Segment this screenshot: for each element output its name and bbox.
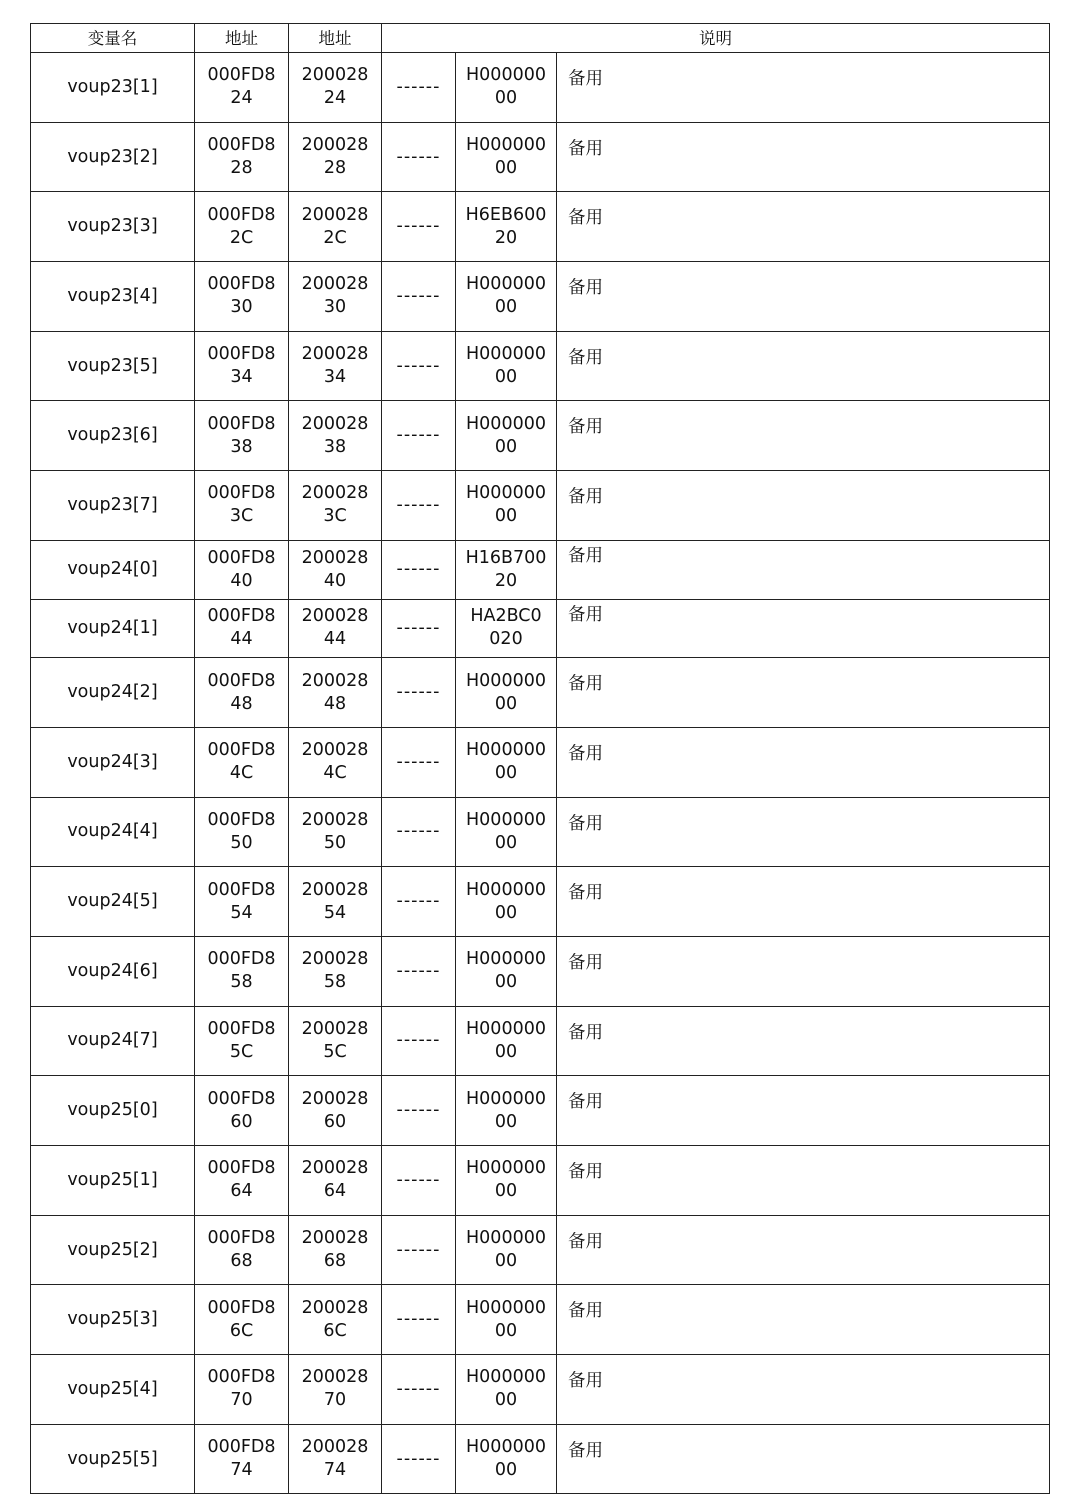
value-line-1: H000000 xyxy=(466,1158,546,1179)
value-cell xyxy=(456,1215,557,1285)
description-cell: 备用 xyxy=(557,867,1050,937)
value-cell xyxy=(456,192,557,262)
value-line-2: 00 xyxy=(494,436,518,457)
value-cell xyxy=(456,471,557,541)
address-2-line-1: 200028 xyxy=(301,809,369,830)
address-2-line-2: 68 xyxy=(323,1251,347,1272)
table-row xyxy=(31,1215,1050,1285)
address-1-line-2: 50 xyxy=(230,832,253,853)
placeholder-dash-cell: ------ xyxy=(382,936,456,1006)
value-line-2: 00 xyxy=(494,367,518,388)
value-cell xyxy=(456,1285,557,1355)
address-1-line-2: 28 xyxy=(230,158,253,179)
variable-name-cell: voup24[6] xyxy=(31,936,195,1006)
placeholder-dash-cell: ------ xyxy=(382,599,456,658)
variable-name-cell: voup24[5] xyxy=(31,867,195,937)
address-2-cell xyxy=(289,192,382,262)
value-line-2: 00 xyxy=(494,88,518,109)
table-row xyxy=(31,867,1050,937)
address-2-cell xyxy=(289,1424,382,1494)
variable-name-cell: voup23[6] xyxy=(31,401,195,471)
address-2-line-2: 34 xyxy=(323,367,347,388)
table-row xyxy=(31,936,1050,1006)
address-2-cell xyxy=(289,797,382,867)
address-1-cell xyxy=(195,1355,289,1425)
description-cell: 备用 xyxy=(557,262,1050,332)
address-1-cell xyxy=(195,401,289,471)
value-line-2: 00 xyxy=(494,1460,518,1481)
value-line-1: H000000 xyxy=(466,1297,546,1318)
value-line-2: 00 xyxy=(494,832,518,853)
description-cell: 备用 xyxy=(557,936,1050,1006)
description-cell: 备用 xyxy=(557,401,1050,471)
address-1-line-2: 4C xyxy=(229,763,254,784)
address-2-line-1: 200028 xyxy=(301,1018,369,1039)
value-line-1: H000000 xyxy=(466,1228,546,1249)
address-2-line-1: 200028 xyxy=(301,949,369,970)
address-2-line-2: 4C xyxy=(323,763,347,784)
address-1-line-2: 48 xyxy=(230,693,253,714)
address-2-cell xyxy=(289,122,382,192)
table-row xyxy=(31,53,1050,123)
address-2-line-1: 200028 xyxy=(301,1437,369,1458)
value-line-2: 00 xyxy=(494,902,518,923)
table-row xyxy=(31,1355,1050,1425)
table-row xyxy=(31,797,1050,867)
description-cell: 备用 xyxy=(557,1076,1050,1146)
value-cell xyxy=(456,331,557,401)
value-cell xyxy=(456,53,557,123)
address-1-line-1: 000FD8 xyxy=(207,274,276,295)
address-2-cell xyxy=(289,936,382,1006)
address-2-line-1: 200028 xyxy=(301,344,369,365)
variable-name-cell: voup24[3] xyxy=(31,727,195,797)
address-2-line-1: 200028 xyxy=(301,1158,369,1179)
variable-name-cell: voup23[5] xyxy=(31,331,195,401)
placeholder-dash-cell: ------ xyxy=(382,471,456,541)
address-1-line-1: 000FD8 xyxy=(207,1437,276,1458)
table-row xyxy=(31,401,1050,471)
address-2-line-2: 2C xyxy=(323,227,347,248)
value-line-2: 00 xyxy=(494,1111,518,1132)
placeholder-dash-cell: ------ xyxy=(382,1006,456,1076)
address-2-line-1: 200028 xyxy=(301,606,369,627)
value-line-1: H000000 xyxy=(466,1437,546,1458)
description-cell: 备用 xyxy=(557,122,1050,192)
value-line-1: H000000 xyxy=(466,274,546,295)
address-1-line-2: 38 xyxy=(230,436,253,457)
value-cell xyxy=(456,658,557,728)
address-2-cell xyxy=(289,1285,382,1355)
address-2-line-1: 200028 xyxy=(301,204,369,225)
description-cell: 备用 xyxy=(557,727,1050,797)
table-row xyxy=(31,1006,1050,1076)
value-line-2: 00 xyxy=(494,972,518,993)
description-cell: 备用 xyxy=(557,540,1050,599)
table-body xyxy=(31,53,1050,1494)
address-2-line-1: 200028 xyxy=(301,1367,369,1388)
description-cell: 备用 xyxy=(557,1424,1050,1494)
address-2-line-2: 3C xyxy=(323,506,347,527)
placeholder-dash-cell: ------ xyxy=(382,1424,456,1494)
variable-name-cell: voup23[1] xyxy=(31,53,195,123)
address-2-line-2: 24 xyxy=(323,88,347,109)
address-2-cell xyxy=(289,599,382,658)
value-line-1: H000000 xyxy=(466,413,546,434)
description-cell: 备用 xyxy=(557,192,1050,262)
address-1-line-1: 000FD8 xyxy=(207,1088,276,1109)
value-line-1: H000000 xyxy=(466,1367,546,1388)
value-cell xyxy=(456,1006,557,1076)
table-row xyxy=(31,1424,1050,1494)
value-cell xyxy=(456,936,557,1006)
value-line-2: 00 xyxy=(494,763,518,784)
address-1-cell xyxy=(195,1146,289,1216)
description-cell: 备用 xyxy=(557,599,1050,658)
table-row xyxy=(31,262,1050,332)
description-cell: 备用 xyxy=(557,1006,1050,1076)
address-1-line-2: 30 xyxy=(230,297,253,318)
value-line-1: H000000 xyxy=(466,483,546,504)
address-1-line-1: 000FD8 xyxy=(207,204,276,225)
address-2-line-2: 58 xyxy=(323,972,347,993)
value-cell xyxy=(456,1146,557,1216)
value-cell xyxy=(456,401,557,471)
address-2-cell xyxy=(289,53,382,123)
placeholder-dash-cell: ------ xyxy=(382,1285,456,1355)
placeholder-dash-cell: ------ xyxy=(382,262,456,332)
value-line-1: H000000 xyxy=(466,879,546,900)
variable-name-cell: voup24[7] xyxy=(31,1006,195,1076)
placeholder-dash-cell: ------ xyxy=(382,122,456,192)
address-1-line-1: 000FD8 xyxy=(207,547,276,568)
address-2-cell xyxy=(289,1006,382,1076)
address-1-cell xyxy=(195,1424,289,1494)
address-1-cell xyxy=(195,727,289,797)
variable-name-cell: voup23[2] xyxy=(31,122,195,192)
address-2-line-1: 200028 xyxy=(301,547,369,568)
value-cell xyxy=(456,262,557,332)
variable-name-cell: voup25[2] xyxy=(31,1215,195,1285)
value-line-1: H000000 xyxy=(466,1088,546,1109)
address-2-line-1: 200028 xyxy=(301,1228,369,1249)
placeholder-dash-cell: ------ xyxy=(382,540,456,599)
address-2-line-2: 44 xyxy=(323,629,347,650)
address-1-line-2: 24 xyxy=(230,88,253,109)
address-2-line-1: 200028 xyxy=(301,65,369,86)
address-2-cell xyxy=(289,471,382,541)
address-2-line-2: 6C xyxy=(323,1320,347,1341)
address-2-line-2: 64 xyxy=(323,1181,347,1202)
header-variable-name: 变量名 xyxy=(31,24,195,53)
header-address-2: 地址 xyxy=(289,24,382,53)
value-line-2: 00 xyxy=(494,1320,518,1341)
value-line-1: HA2BC0 xyxy=(470,606,542,627)
address-1-cell xyxy=(195,936,289,1006)
variable-name-cell: voup25[0] xyxy=(31,1076,195,1146)
placeholder-dash-cell: ------ xyxy=(382,1076,456,1146)
table-row xyxy=(31,599,1050,658)
value-line-2: 00 xyxy=(494,1251,518,1272)
description-cell: 备用 xyxy=(557,1355,1050,1425)
table-row xyxy=(31,658,1050,728)
address-1-line-2: 68 xyxy=(230,1251,253,1272)
address-1-line-1: 000FD8 xyxy=(207,1018,276,1039)
variable-name-cell: voup25[3] xyxy=(31,1285,195,1355)
address-1-line-2: 3C xyxy=(229,506,254,527)
placeholder-dash-cell: ------ xyxy=(382,401,456,471)
value-line-1: H000000 xyxy=(466,135,546,156)
address-1-cell xyxy=(195,658,289,728)
value-line-1: H16B700 xyxy=(465,547,547,568)
description-cell: 备用 xyxy=(557,658,1050,728)
address-2-cell xyxy=(289,1355,382,1425)
address-1-line-1: 000FD8 xyxy=(207,135,276,156)
value-cell xyxy=(456,1076,557,1146)
value-line-2: 00 xyxy=(494,1041,518,1062)
description-cell: 备用 xyxy=(557,1285,1050,1355)
address-1-line-2: 64 xyxy=(230,1181,253,1202)
value-line-2: 00 xyxy=(494,693,518,714)
address-2-line-1: 200028 xyxy=(301,1297,369,1318)
address-2-line-2: 38 xyxy=(323,436,347,457)
address-1-cell xyxy=(195,53,289,123)
variable-name-cell: voup23[3] xyxy=(31,192,195,262)
table-row xyxy=(31,1146,1050,1216)
value-line-1: H000000 xyxy=(466,670,546,691)
value-cell xyxy=(456,797,557,867)
description-cell: 备用 xyxy=(557,1215,1050,1285)
value-cell xyxy=(456,867,557,937)
address-1-cell xyxy=(195,471,289,541)
address-1-cell xyxy=(195,867,289,937)
value-line-2: 00 xyxy=(494,1181,518,1202)
address-2-line-1: 200028 xyxy=(301,413,369,434)
address-1-line-2: 34 xyxy=(230,367,253,388)
variable-name-cell: voup25[1] xyxy=(31,1146,195,1216)
placeholder-dash-cell: ------ xyxy=(382,192,456,262)
variable-name-cell: voup24[2] xyxy=(31,658,195,728)
header-description: 说明 xyxy=(382,24,1050,53)
address-1-line-2: 70 xyxy=(230,1390,253,1411)
address-2-line-1: 200028 xyxy=(301,483,369,504)
address-1-line-1: 000FD8 xyxy=(207,809,276,830)
description-cell: 备用 xyxy=(557,53,1050,123)
address-1-line-2: 5C xyxy=(229,1041,254,1062)
value-line-2: 00 xyxy=(494,1390,518,1411)
value-line-2: 20 xyxy=(494,570,518,591)
value-cell xyxy=(456,1355,557,1425)
address-2-line-1: 200028 xyxy=(301,879,369,900)
register-table xyxy=(30,23,1050,1494)
placeholder-dash-cell: ------ xyxy=(382,1146,456,1216)
placeholder-dash-cell: ------ xyxy=(382,797,456,867)
value-cell xyxy=(456,727,557,797)
value-line-2: 00 xyxy=(494,158,518,179)
table-row xyxy=(31,727,1050,797)
value-cell xyxy=(456,1424,557,1494)
address-2-cell xyxy=(289,727,382,797)
address-1-line-1: 000FD8 xyxy=(207,879,276,900)
value-line-1: H000000 xyxy=(466,740,546,761)
description-cell: 备用 xyxy=(557,797,1050,867)
placeholder-dash-cell: ------ xyxy=(382,727,456,797)
address-1-cell xyxy=(195,540,289,599)
variable-name-cell: voup23[7] xyxy=(31,471,195,541)
address-2-cell xyxy=(289,867,382,937)
placeholder-dash-cell: ------ xyxy=(382,53,456,123)
address-1-line-1: 000FD8 xyxy=(207,65,276,86)
address-1-cell xyxy=(195,331,289,401)
address-1-line-1: 000FD8 xyxy=(207,949,276,970)
address-2-cell xyxy=(289,401,382,471)
address-2-line-2: 28 xyxy=(323,158,347,179)
address-1-line-2: 74 xyxy=(230,1460,253,1481)
address-2-line-2: 5C xyxy=(323,1041,347,1062)
address-2-line-1: 200028 xyxy=(301,1088,369,1109)
variable-name-cell: voup25[4] xyxy=(31,1355,195,1425)
address-2-line-2: 40 xyxy=(323,570,347,591)
address-2-cell xyxy=(289,658,382,728)
table-row xyxy=(31,1285,1050,1355)
address-2-cell xyxy=(289,1215,382,1285)
table-row xyxy=(31,471,1050,541)
placeholder-dash-cell: ------ xyxy=(382,1215,456,1285)
address-2-cell xyxy=(289,331,382,401)
value-line-1: H000000 xyxy=(466,1018,546,1039)
address-2-line-2: 70 xyxy=(323,1390,347,1411)
address-1-line-2: 44 xyxy=(230,629,253,650)
address-1-cell xyxy=(195,192,289,262)
value-line-1: H6EB600 xyxy=(465,204,547,225)
value-line-1: H000000 xyxy=(466,65,546,86)
address-1-cell xyxy=(195,1215,289,1285)
address-1-line-2: 58 xyxy=(230,972,253,993)
address-1-line-2: 6C xyxy=(229,1320,254,1341)
address-1-cell xyxy=(195,1285,289,1355)
address-2-line-1: 200028 xyxy=(301,274,369,295)
address-2-cell xyxy=(289,1076,382,1146)
placeholder-dash-cell: ------ xyxy=(382,658,456,728)
value-line-2: 00 xyxy=(494,506,518,527)
address-2-cell xyxy=(289,540,382,599)
value-line-2: 020 xyxy=(489,629,523,650)
address-1-cell xyxy=(195,599,289,658)
value-line-2: 00 xyxy=(494,297,518,318)
address-2-line-2: 30 xyxy=(323,297,347,318)
address-2-line-2: 48 xyxy=(323,693,347,714)
address-1-cell xyxy=(195,1006,289,1076)
address-2-cell xyxy=(289,1146,382,1216)
address-2-line-1: 200028 xyxy=(301,670,369,691)
address-1-cell xyxy=(195,1076,289,1146)
address-2-line-2: 60 xyxy=(323,1111,347,1132)
address-1-cell xyxy=(195,797,289,867)
variable-name-cell: voup24[1] xyxy=(31,599,195,658)
value-line-1: H000000 xyxy=(466,344,546,365)
placeholder-dash-cell: ------ xyxy=(382,331,456,401)
address-2-line-2: 50 xyxy=(323,832,347,853)
variable-name-cell: voup23[4] xyxy=(31,262,195,332)
header-address-1: 地址 xyxy=(195,24,289,53)
variable-name-cell: voup24[4] xyxy=(31,797,195,867)
description-cell: 备用 xyxy=(557,471,1050,541)
address-2-line-2: 54 xyxy=(323,902,347,923)
value-line-1: H000000 xyxy=(466,809,546,830)
address-1-line-1: 000FD8 xyxy=(207,483,276,504)
address-1-line-1: 000FD8 xyxy=(207,606,276,627)
variable-name-cell: voup25[5] xyxy=(31,1424,195,1494)
description-cell: 备用 xyxy=(557,331,1050,401)
address-1-line-2: 2C xyxy=(229,227,254,248)
value-line-2: 20 xyxy=(494,227,518,248)
address-1-line-1: 000FD8 xyxy=(207,1228,276,1249)
table-row xyxy=(31,192,1050,262)
address-1-cell xyxy=(195,262,289,332)
address-1-line-1: 000FD8 xyxy=(207,1158,276,1179)
placeholder-dash-cell: ------ xyxy=(382,867,456,937)
value-cell xyxy=(456,122,557,192)
address-1-line-2: 54 xyxy=(230,902,253,923)
address-2-cell xyxy=(289,262,382,332)
table-row xyxy=(31,331,1050,401)
table-row xyxy=(31,540,1050,599)
placeholder-dash-cell: ------ xyxy=(382,1355,456,1425)
address-1-line-1: 000FD8 xyxy=(207,344,276,365)
value-line-1: H000000 xyxy=(466,949,546,970)
address-2-line-1: 200028 xyxy=(301,135,369,156)
address-1-line-1: 000FD8 xyxy=(207,740,276,761)
address-2-line-2: 74 xyxy=(323,1460,347,1481)
address-1-line-1: 000FD8 xyxy=(207,670,276,691)
value-cell xyxy=(456,599,557,658)
address-1-cell xyxy=(195,122,289,192)
address-1-line-2: 60 xyxy=(230,1111,253,1132)
table-header-row xyxy=(31,24,1050,53)
address-1-line-1: 000FD8 xyxy=(207,413,276,434)
address-2-line-1: 200028 xyxy=(301,740,369,761)
description-cell: 备用 xyxy=(557,1146,1050,1216)
table-row xyxy=(31,122,1050,192)
address-1-line-1: 000FD8 xyxy=(207,1297,276,1318)
address-1-line-1: 000FD8 xyxy=(207,1367,276,1388)
address-1-line-2: 40 xyxy=(230,570,253,591)
table-row xyxy=(31,1076,1050,1146)
value-cell xyxy=(456,540,557,599)
variable-name-cell: voup24[0] xyxy=(31,540,195,599)
